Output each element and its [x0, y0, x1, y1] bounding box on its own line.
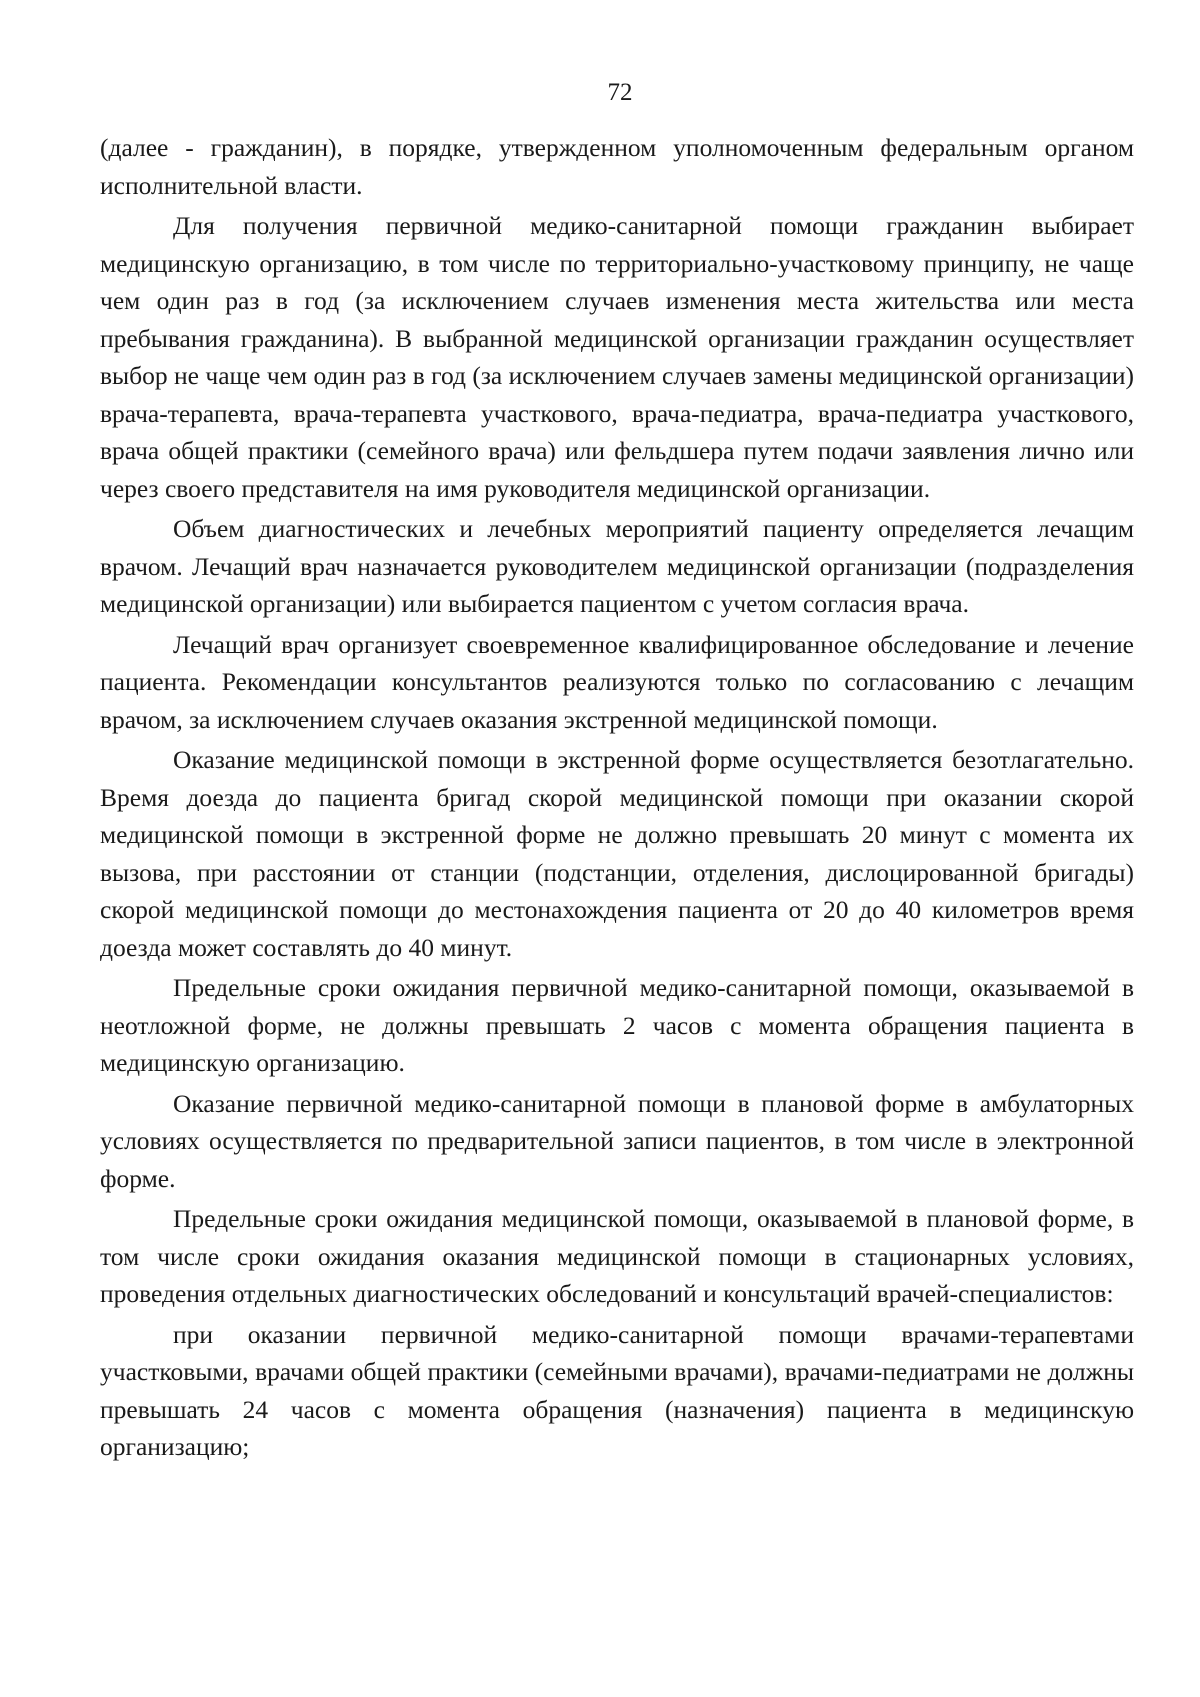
- paragraph-choice-of-organization: Для получения первичной медико-санитарной помощи гражданин выбирает медицинскую организацию, в том числе по территориально-участковому принципу, не чаще чем один раз в год (за исключением случаев изменения места жительства или места пребывания гражданина). В выбранной медицинской организации гражданин осуществляет выбор не чаще чем один раз в год (за исключением случаев замены медицинской организации) врача-терапевта, врача-терапевта участкового, врача-педиатра, врача-педиатра участкового, врача общей практики (семейного врача) или фельдшера путем подачи заявления лично или через своего представителя на имя руководителя медицинской организации.: [100, 211, 1134, 503]
- paragraph-attending-physician-duties: Лечащий врач организует своевременное квалифицированное обследование и лечение пациента. Рекомендации консультантов реализуются только по согласованию с лечащим врачом, за исключением случаев оказания экстренной медицинской помощи.: [100, 629, 1134, 734]
- paragraph-primary-care-24-hours: при оказании первичной медико-санитарной помощи врачами-терапевтами участковыми, врачами общей практики (семейными врачами), врачами-педиатрами не должны превышать 24 часов с момента обращения (назначения) пациента в медицинскую организацию;: [100, 1319, 1134, 1461]
- paragraph-emergency-care: Оказание медицинской помощи в экстренной форме осуществляется безотлагательно. Время доезда до пациента бригад скорой медицинской помощи при оказании скорой медицинской помощи в экстренной форме не должно превышать 20 минут с момента их вызова, при расстоянии от станции (подстанции, отделения, дислоцированной бригады) скорой медицинской помощи до местонахождения пациента от 20 до 40 километров время доезда может составлять до 40 минут.: [100, 745, 1134, 962]
- paragraph-planned-care-waiting: Предельные сроки ожидания медицинской помощи, оказываемой в плановой форме, в том числе сроки ожидания оказания медицинской помощи в стационарных условиях, проведения отдельных диагностических обследований и консультаций врачей-специалистов:: [100, 1204, 1134, 1308]
- paragraph-urgent-care-waiting: Предельные сроки ожидания первичной медико-санитарной помощи, оказываемой в неотложной форме, не должны превышать 2 часов с момента обращения пациента в медицинскую организацию.: [100, 973, 1134, 1077]
- paragraph-attending-physician-scope: Объем диагностических и лечебных мероприятий пациенту определяется лечащим врачом. Лечащий врач назначается руководителем медицинской организации (подразделения медицинской организации) или выбирается пациентом с учетом согласия врача.: [100, 514, 1134, 618]
- page-number: 72: [607, 79, 633, 106]
- paragraph-continuation: (далее - гражданин), в порядке, утвержденном уполномоченным федеральным органом исполнительной власти.: [100, 133, 1134, 200]
- paragraph-planned-outpatient-care: Оказание первичной медико-санитарной помощи в плановой форме в амбулаторных условиях осуществляется по предварительной записи пациентов, в том числе в электронной форме.: [100, 1088, 1134, 1193]
- document-body: [100, 129, 1134, 1469]
